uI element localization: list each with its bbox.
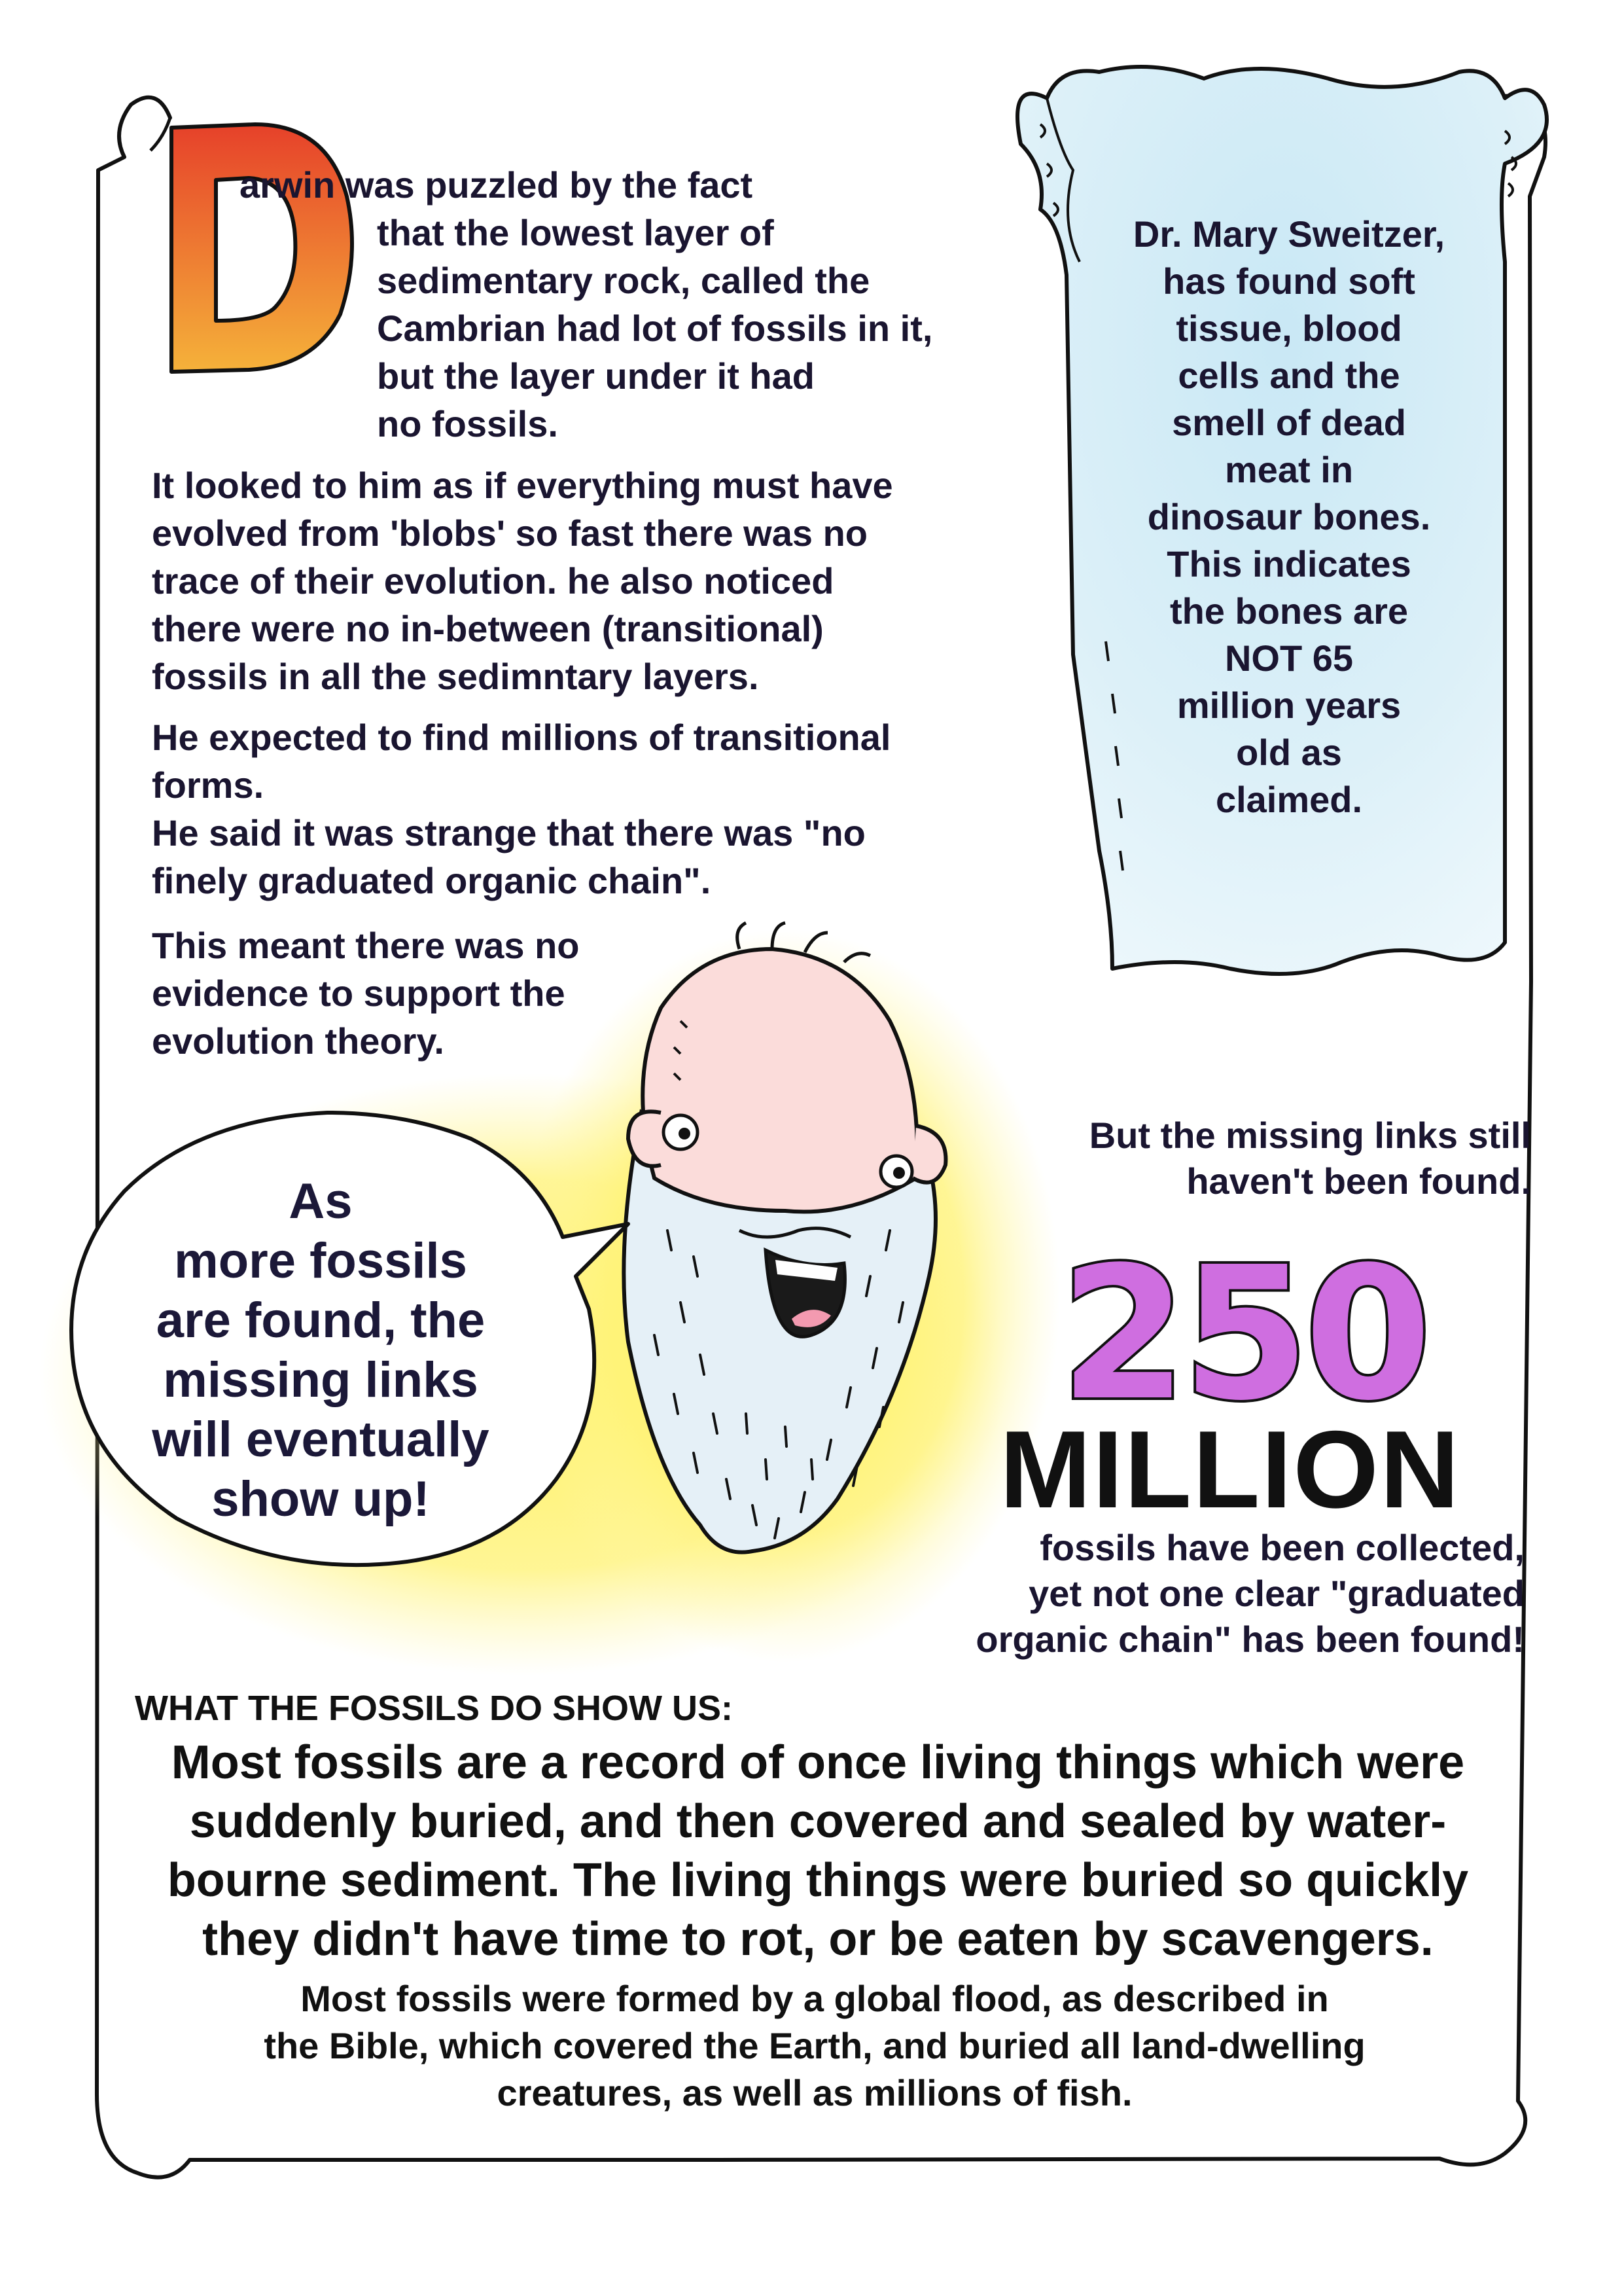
paragraph-line: It looked to him as if everything must have: [152, 465, 893, 506]
paragraph-line: This meant there was no: [152, 925, 580, 966]
bone-line: the bones are: [1169, 590, 1409, 632]
paragraph-line: evolved from 'blobs' so fast there was no: [152, 512, 868, 554]
global-flood-text: [131, 1975, 1498, 2117]
paragraph-line: He said it was strange that there was "no: [152, 812, 866, 853]
paragraph-no-evidence: [152, 922, 1068, 1065]
bone-line: million years: [1176, 685, 1402, 726]
flood-line: the Bible, which covered the Earth, and buried all land-dwelling: [264, 2025, 1366, 2066]
drop-cap-letter: [165, 118, 355, 373]
collected-line: yet not one clear "graduated: [1029, 1573, 1525, 1614]
bubble-line: will eventually: [152, 1412, 489, 1467]
paragraph-line: there were no in-between (transitional): [152, 608, 824, 649]
missing-line: haven't been found.: [1186, 1160, 1531, 1202]
paragraph-transitional: [152, 713, 1068, 905]
bone-line: dinosaur bones.: [1147, 496, 1431, 537]
paragraph-line: evidence to support the: [152, 973, 565, 1014]
bone-line: tissue, blood: [1176, 308, 1402, 349]
intro-line: Cambrian had lot of fossils in it,: [377, 308, 933, 349]
million-word: MILLION: [999, 1408, 1461, 1531]
paragraph-line: forms.: [152, 764, 264, 806]
flood-line: Most fossils were formed by a global flood, as described in: [300, 1978, 1329, 2019]
bone-line: Dr. Mary Sweitzer,: [1133, 213, 1445, 255]
intro-line: sedimentary rock, called the: [377, 260, 870, 301]
intro-text: [377, 209, 1051, 448]
missing-line: But the missing links still: [1089, 1115, 1531, 1156]
bone-line: cells and the: [1178, 355, 1400, 396]
bone-line: has found soft: [1163, 260, 1415, 302]
bone-line: old as: [1236, 732, 1342, 773]
intro-line: that the lowest layer of: [377, 212, 774, 253]
record-line: bourne sediment. The living things were buried so quickly: [167, 1854, 1469, 1907]
paragraph-line: finely graduated organic chain".: [152, 860, 711, 901]
bubble-line: are found, the: [156, 1293, 485, 1348]
paragraph-blobs: [152, 461, 1068, 700]
paragraph-line: He expected to find millions of transitional: [152, 717, 891, 758]
bone-scroll-text: [1086, 211, 1492, 823]
collected-line: organic chain" has been found!: [976, 1619, 1525, 1660]
section-heading: WHAT THE FOSSILS DO SHOW US:: [135, 1689, 733, 1728]
paragraph-line: trace of their evolution. he also noticed: [152, 560, 834, 601]
bone-line: This indicates: [1167, 543, 1411, 584]
paragraph-line: evolution theory.: [152, 1020, 444, 1062]
bubble-line: show up!: [211, 1471, 430, 1527]
fossils-collected-text: [864, 1525, 1525, 1662]
bone-line: claimed.: [1215, 779, 1363, 820]
speech-bubble-text: [79, 1172, 563, 1529]
collected-line: fossils have been collected,: [1040, 1527, 1525, 1568]
bone-line: NOT 65: [1224, 637, 1354, 679]
record-line: suddenly buried, and then covered and sealed by water-: [189, 1795, 1447, 1848]
missing-links-text: [975, 1113, 1531, 1204]
bubble-line: more fossils: [174, 1233, 467, 1289]
bubble-line: missing links: [163, 1352, 478, 1408]
svg-text:250: 250: [1059, 1228, 1427, 1441]
bubble-line: As: [289, 1174, 353, 1229]
bone-line: smell of dead: [1172, 402, 1406, 443]
intro-first-line: arwin was puzzled by the fact: [239, 164, 753, 206]
intro-line: but the layer under it had: [377, 355, 815, 397]
record-line: Most fossils are a record of once living things which were: [171, 1736, 1465, 1789]
record-line: they didn't have time to rot, or be eaten by scavengers.: [202, 1913, 1434, 1965]
fossil-record-text: [105, 1733, 1531, 1969]
intro-line: no fossils.: [377, 403, 558, 444]
paragraph-line: fossils in all the sedimntary layers.: [152, 656, 759, 697]
bone-line: meat in: [1224, 449, 1354, 490]
flood-line: creatures, as well as millions of fish.: [497, 2072, 1133, 2113]
